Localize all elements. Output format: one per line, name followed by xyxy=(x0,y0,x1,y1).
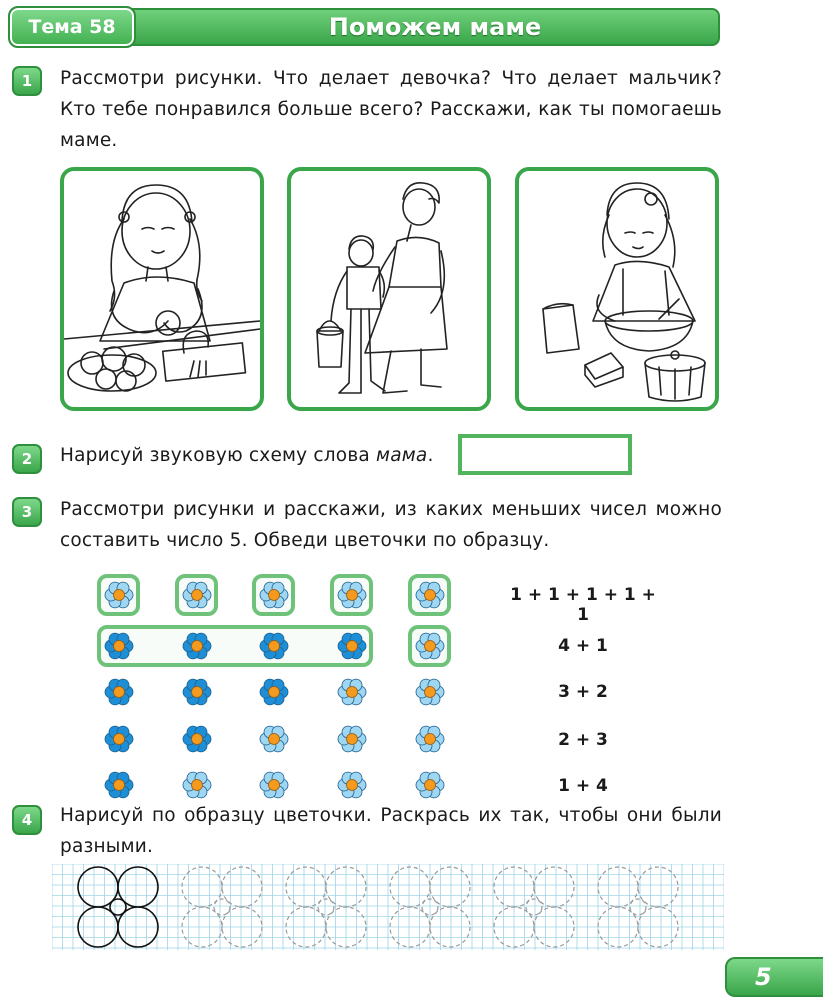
flower-dark-icon[interactable] xyxy=(104,724,134,754)
flower-dark-icon[interactable] xyxy=(104,631,134,661)
flower-dark-icon[interactable] xyxy=(182,631,212,661)
flower-light-icon[interactable] xyxy=(182,580,212,610)
topic-label: Тема 58 xyxy=(10,8,134,46)
task-number-badge: 1 xyxy=(12,66,42,96)
flower-light-icon[interactable] xyxy=(337,677,367,707)
flower-dark-icon[interactable] xyxy=(104,770,134,800)
trace-flower-drawing[interactable] xyxy=(598,867,678,947)
flower-light-icon[interactable] xyxy=(104,580,134,610)
task-number-badge: 4 xyxy=(12,805,42,835)
task-2-word: мама xyxy=(376,445,428,466)
flower-light-icon[interactable] xyxy=(259,724,289,754)
flower-dark-icon[interactable] xyxy=(259,677,289,707)
picture-boy-and-mother xyxy=(287,167,491,411)
flower-light-icon[interactable] xyxy=(415,631,445,661)
flower-light-icon[interactable] xyxy=(415,724,445,754)
picture-girl-baking xyxy=(515,167,719,411)
trace-flower-drawing[interactable] xyxy=(182,867,262,947)
task-2-text-before: Нарисуй звуковую схему слова xyxy=(60,445,377,466)
expression-row-1: 1 + 1 + 1 + 1 + 1 xyxy=(510,585,656,625)
sample-flower-drawing xyxy=(78,867,158,947)
expression-row-4: 2 + 3 xyxy=(558,730,608,750)
girl-baking-icon xyxy=(519,171,715,407)
flower-light-icon[interactable] xyxy=(415,580,445,610)
flower-light-icon[interactable] xyxy=(259,770,289,800)
task-number-badge: 2 xyxy=(12,444,42,474)
flower-dark-icon[interactable] xyxy=(337,631,367,661)
page-title: Поможем маме xyxy=(328,13,542,41)
task-number-badge: 3 xyxy=(12,497,42,527)
flower-dark-icon[interactable] xyxy=(182,724,212,754)
flower-light-icon[interactable] xyxy=(337,724,367,754)
boy-carrying-bucket-with-mother-icon xyxy=(291,171,487,407)
trace-flower-drawing[interactable] xyxy=(286,867,366,947)
page-number: 5 xyxy=(725,957,823,997)
flower-light-icon[interactable] xyxy=(182,770,212,800)
picture-girl-washing-apples xyxy=(60,167,264,411)
expression-row-3: 3 + 2 xyxy=(558,682,608,702)
sound-scheme-box[interactable] xyxy=(458,434,632,475)
flower-light-icon[interactable] xyxy=(415,770,445,800)
flower-dark-icon[interactable] xyxy=(104,677,134,707)
expression-row-5: 1 + 4 xyxy=(558,776,608,796)
flower-light-icon[interactable] xyxy=(259,580,289,610)
girl-washing-apples-icon xyxy=(64,171,260,407)
expression-row-2: 4 + 1 xyxy=(558,636,608,656)
task-2-text-after: . xyxy=(427,445,434,466)
flower-dark-icon[interactable] xyxy=(259,631,289,661)
drawing-grid[interactable] xyxy=(52,864,724,950)
task-3-text: Рассмотри рисунки и расскажи, из каких меньших чисел можно составить число 5. Обведи цветочки по образцу. xyxy=(60,499,722,551)
task-2-text xyxy=(60,440,460,471)
flower-light-icon[interactable] xyxy=(337,580,367,610)
flower-dark-icon[interactable] xyxy=(182,677,212,707)
flower-group-frame xyxy=(97,625,373,667)
task-4-text: Нарисуй по образцу цветочки. Раскрась их так, чтобы они были разными. xyxy=(60,805,722,857)
trace-flower-drawing[interactable] xyxy=(494,867,574,947)
flower-light-icon[interactable] xyxy=(415,677,445,707)
flower-light-icon[interactable] xyxy=(337,770,367,800)
task-1-text: Рассмотри рисунки. Что делает девочка? Что делает мальчик? Кто тебе понравился больше всего? Расскажи, как ты помогаешь маме. xyxy=(60,68,722,151)
